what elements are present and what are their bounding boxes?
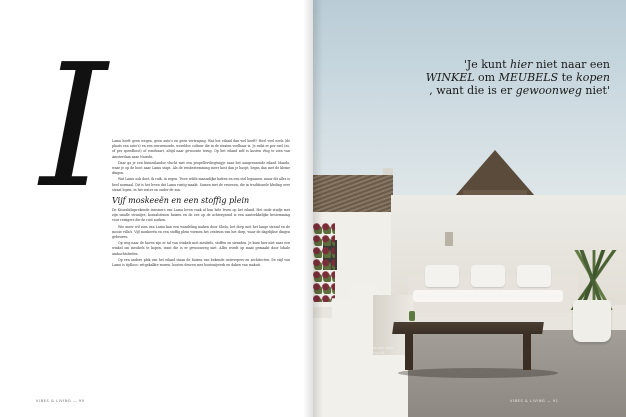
body-paragraph: Op weg naar de haven zijn er tal van winkels met meubels, stoffen en sieraden. Je kunt hier niet naar een winkel om meubels te kopen, want die is er gewoonweg niet. Alles wordt op maat gemaakt door lokale ambachtslieden. [112, 241, 290, 256]
quote-emphasis: gewoonweg [515, 84, 582, 97]
photo-seat-cushion [413, 290, 563, 302]
body-paragraph: Lamu heeft geen wegen, geen auto's en geen vertraging. Wat het eiland dan wel heeft? Heel veel ezels (de plaats van auto's) en een eeuwenoude, wereldse cultuur die in de straten voelbaar is. Je ruikt er per ezel (zo, of per speedboot) of rondvaart, altijd naar gewoonte terug. Op het eiland zelf is kosten vlug te zien van Amsterdam naar Nairobi. [112, 139, 290, 159]
drop-cap: I [40, 28, 108, 226]
photo-thatched-roof [313, 175, 393, 215]
photo-plant-pot [573, 300, 611, 342]
pull-quote [378, 58, 610, 97]
photo-wooden-table [392, 322, 544, 334]
quote-text: niet' [581, 84, 610, 97]
photo-table-leg [523, 334, 531, 370]
photo-caption: De tafel is gemaakt van een oude deur. De witte banken en de kussens werden gemaakt door lokale ambachtslieden. [336, 346, 394, 365]
body-paragraph: De Kiswahilisprekende inwoners van Lamu leven vaak al hun hele leven op het eiland. Het oude stadje met zijn smalle straatjes, koraalstenen huizen en de zee op de achtergrond is een aantrekkelijke bestemming voor reizigers die de rust zoeken. [112, 208, 290, 223]
quote-text: , want die is er [429, 84, 516, 97]
quote-text: om [474, 71, 499, 84]
photo-table-shadow [398, 368, 558, 378]
page-folio-right: VIBES & LIVING — 91 [510, 399, 559, 403]
quote-emphasis: WINKEL [425, 71, 475, 84]
quote-text: 'Je kunt [463, 58, 511, 71]
photo-cushion [471, 265, 505, 287]
body-paragraph: Op een andere plek van het eiland staan de huizen van bekende ontwerpers en architecten. De stijl van Lamu is tijdloos: witgekalkte muren, houten deuren met houtsnijwerk en daken van makuti. [112, 257, 290, 268]
article-body [112, 139, 290, 269]
spread-gutter [303, 0, 323, 417]
body-paragraph: Wie meer wil zien van Lamu kan een wandeling maken door Shela, het dorp met het lange strand en de mooie villa's. Vijf moskeeën en een stoffig plein vormen het centrum van het dorp, waar de dagelijkse dingen gebeuren. [112, 224, 290, 240]
photo-table-decoration [409, 311, 415, 321]
body-paragraph: Wat Lamu ook doet, ik ruik, in regen. Twee wilde mannelijke katten en een stel leguanen, maar dit alles is heel normaal. Dit is het leven dat Lamu rustig maakt. Samen met de vrouwen, die in traditionele kleding over straat lopen, in het water en onder de zon. [112, 177, 290, 192]
photo-cushion [425, 265, 459, 287]
quote-emphasis: kopen [576, 71, 610, 84]
quote-text: te [558, 71, 577, 84]
page-folio-left: VIBES & LIVING — 90 [36, 399, 85, 403]
photo-wall-niche [445, 232, 453, 246]
photo-cushion [517, 265, 551, 287]
quote-emphasis: MEUBELS [498, 71, 559, 84]
body-paragraph: Daar ga je een binnenlandse vlucht met een propellervliegtuigje naar het aangrenzende eiland Manda, waar je op de boot naar Lamu stapt. Als de reisbestemming meer kost dan je hoopt, begin dan met de kleine dingen. [112, 160, 290, 176]
quote-text: niet naar een [532, 58, 610, 71]
quote-emphasis: hier [510, 58, 533, 71]
photo-table-leg [405, 334, 413, 370]
section-subhead: Vijf moskeeën en een stoffig plein [112, 196, 250, 206]
